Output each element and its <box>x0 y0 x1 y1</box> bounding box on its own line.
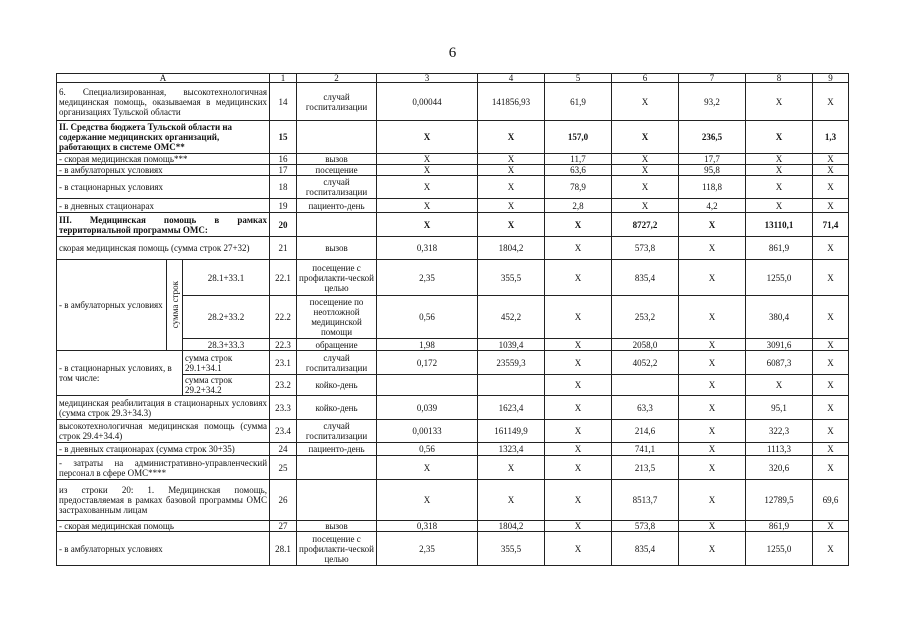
value-cell: 6087,3 <box>746 351 813 375</box>
value-cell: Х <box>377 213 478 237</box>
row-number: 16 <box>270 154 297 165</box>
value-cell: 118,8 <box>679 176 746 199</box>
value-cell: 0,00133 <box>377 420 478 443</box>
value-cell: 236,5 <box>679 121 746 154</box>
row-number: 19 <box>270 199 297 213</box>
table-row <box>57 213 849 237</box>
value-cell: 95,8 <box>679 165 746 176</box>
value-cell: Х <box>813 260 849 296</box>
value-cell: Х <box>612 199 679 213</box>
value-cell: 0,56 <box>377 443 478 456</box>
column-header: 7 <box>679 74 746 83</box>
value-cell: 322,3 <box>746 420 813 443</box>
value-cell: 835,4 <box>612 260 679 296</box>
table-row <box>57 532 849 566</box>
value-cell: 12789,5 <box>746 480 813 521</box>
value-cell: 78,9 <box>545 176 612 199</box>
unit-cell: вызов <box>297 154 377 165</box>
sub-label: сумма строк 29.1+34.1 <box>183 351 270 375</box>
value-cell: 63,6 <box>545 165 612 176</box>
value-cell: Х <box>679 443 746 456</box>
column-header: 2 <box>297 74 377 83</box>
value-cell: Х <box>746 375 813 396</box>
value-cell: 1113,3 <box>746 443 813 456</box>
value-cell: Х <box>478 176 545 199</box>
row-number: 23.4 <box>270 420 297 443</box>
value-cell <box>612 375 679 396</box>
value-cell: 1,3 <box>813 121 849 154</box>
value-cell: Х <box>545 260 612 296</box>
value-cell: Х <box>545 396 612 420</box>
value-cell: Х <box>545 456 612 480</box>
value-cell: 214,6 <box>612 420 679 443</box>
value-cell: 380,4 <box>746 296 813 339</box>
value-cell: Х <box>377 199 478 213</box>
unit-cell <box>297 213 377 237</box>
value-cell: Х <box>612 121 679 154</box>
value-cell: 23559,3 <box>478 351 545 375</box>
vertical-label-cell <box>167 260 183 351</box>
value-cell: Х <box>813 176 849 199</box>
table-row <box>57 237 849 260</box>
value-cell: 253,2 <box>612 296 679 339</box>
value-cell: Х <box>679 375 746 396</box>
value-cell: 141856,93 <box>478 83 545 121</box>
unit-cell: койко-день <box>297 375 377 396</box>
value-cell: 1623,4 <box>478 396 545 420</box>
value-cell <box>377 375 478 396</box>
value-cell: Х <box>679 420 746 443</box>
value-cell: Х <box>377 121 478 154</box>
value-cell: 2,35 <box>377 532 478 566</box>
value-cell: Х <box>813 199 849 213</box>
row-number: 22.1 <box>270 260 297 296</box>
row-label: из строки 20: 1. Медицинская помощь, предоставляемая в рамках базовой программы ОМС застрахованным лицам <box>57 480 270 521</box>
value-cell: 2,35 <box>377 260 478 296</box>
value-cell: Х <box>679 480 746 521</box>
value-cell: 213,5 <box>612 456 679 480</box>
value-cell: Х <box>813 296 849 339</box>
value-cell: Х <box>679 396 746 420</box>
value-cell: Х <box>746 176 813 199</box>
row-label: - затраты на административно-управленческий персонал в сфере ОМС**** <box>57 456 270 480</box>
value-cell: 17,7 <box>679 154 746 165</box>
value-cell: 1323,4 <box>478 443 545 456</box>
row-number: 21 <box>270 237 297 260</box>
table-row <box>57 456 849 480</box>
financing-table <box>56 73 849 566</box>
sub-label: 28.3+33.3 <box>183 339 270 351</box>
row-label: высокотехнологичная медицинская помощь (сумма строк 29.4+34.4) <box>57 420 270 443</box>
value-cell: Х <box>813 420 849 443</box>
row-label: - в амбулаторных условиях <box>57 532 270 566</box>
value-cell: 452,2 <box>478 296 545 339</box>
value-cell: 1255,0 <box>746 532 813 566</box>
value-cell: Х <box>612 176 679 199</box>
table-header-row <box>57 74 849 83</box>
table-row <box>57 443 849 456</box>
row-number: 17 <box>270 165 297 176</box>
value-cell: Х <box>545 296 612 339</box>
unit-cell: посещение с профилакти-ческой целью <box>297 532 377 566</box>
value-cell: Х <box>813 456 849 480</box>
value-cell: 861,9 <box>746 237 813 260</box>
column-header: 9 <box>813 74 849 83</box>
value-cell: 3091,6 <box>746 339 813 351</box>
value-cell: Х <box>478 154 545 165</box>
row-label: - в дневных стационарах <box>57 199 270 213</box>
value-cell: Х <box>545 351 612 375</box>
value-cell: Х <box>746 154 813 165</box>
value-cell: Х <box>813 532 849 566</box>
value-cell: Х <box>545 443 612 456</box>
value-cell: Х <box>813 351 849 375</box>
row-number: 23.3 <box>270 396 297 420</box>
value-cell: Х <box>545 532 612 566</box>
value-cell: 61,9 <box>545 83 612 121</box>
column-header: А <box>57 74 270 83</box>
group-label: - в амбулаторных условиях <box>57 260 167 351</box>
page-number: 6 <box>448 45 457 61</box>
value-cell: 1804,2 <box>478 237 545 260</box>
value-cell: Х <box>377 176 478 199</box>
value-cell: 355,5 <box>478 260 545 296</box>
value-cell: 355,5 <box>478 532 545 566</box>
row-number: 27 <box>270 521 297 532</box>
value-cell: 4052,2 <box>612 351 679 375</box>
value-cell: Х <box>679 532 746 566</box>
value-cell: 320,6 <box>746 456 813 480</box>
value-cell: 0,00044 <box>377 83 478 121</box>
value-cell: Х <box>679 260 746 296</box>
value-cell: 8513,7 <box>612 480 679 521</box>
row-number: 25 <box>270 456 297 480</box>
table-row <box>57 521 849 532</box>
value-cell: Х <box>377 480 478 521</box>
value-cell: Х <box>679 237 746 260</box>
unit-cell <box>297 480 377 521</box>
unit-cell: случай госпитализации <box>297 351 377 375</box>
column-header: 4 <box>478 74 545 83</box>
unit-cell: пациенто-день <box>297 443 377 456</box>
value-cell: 741,1 <box>612 443 679 456</box>
value-cell: 1804,2 <box>478 521 545 532</box>
column-header: 1 <box>270 74 297 83</box>
value-cell: Х <box>813 396 849 420</box>
value-cell: Х <box>545 480 612 521</box>
unit-cell: койко-день <box>297 396 377 420</box>
value-cell: 1255,0 <box>746 260 813 296</box>
value-cell: Х <box>746 121 813 154</box>
value-cell: 0,172 <box>377 351 478 375</box>
row-label: скорая медицинская помощь (сумма строк 27+32) <box>57 237 270 260</box>
value-cell: Х <box>545 237 612 260</box>
column-header: 8 <box>746 74 813 83</box>
table-row <box>57 154 849 165</box>
unit-cell: случай госпитализации <box>297 83 377 121</box>
value-cell: Х <box>478 121 545 154</box>
table-row <box>57 480 849 521</box>
value-cell: Х <box>679 351 746 375</box>
row-number: 28.1 <box>270 532 297 566</box>
value-cell: Х <box>478 165 545 176</box>
value-cell: Х <box>679 213 746 237</box>
value-cell <box>478 375 545 396</box>
value-cell: 573,8 <box>612 521 679 532</box>
row-label: - скорая медицинская помощь*** <box>57 154 270 165</box>
value-cell: Х <box>478 213 545 237</box>
table-row <box>57 165 849 176</box>
value-cell: Х <box>545 420 612 443</box>
value-cell: Х <box>679 296 746 339</box>
unit-cell: вызов <box>297 237 377 260</box>
value-cell: Х <box>545 521 612 532</box>
value-cell: Х <box>612 165 679 176</box>
value-cell: Х <box>377 154 478 165</box>
row-number: 20 <box>270 213 297 237</box>
row-label: - в стационарных условиях <box>57 176 270 199</box>
value-cell: 69,6 <box>813 480 849 521</box>
value-cell: 95,1 <box>746 396 813 420</box>
value-cell: 8727,2 <box>612 213 679 237</box>
value-cell: 0,318 <box>377 237 478 260</box>
unit-cell: пациенто-день <box>297 199 377 213</box>
row-number: 23.2 <box>270 375 297 396</box>
row-label: - в амбулаторных условиях <box>57 165 270 176</box>
unit-cell <box>297 456 377 480</box>
unit-cell: вызов <box>297 521 377 532</box>
value-cell: Х <box>612 154 679 165</box>
sub-label: 28.2+33.2 <box>183 296 270 339</box>
value-cell: 157,0 <box>545 121 612 154</box>
unit-cell: случай госпитализации <box>297 176 377 199</box>
value-cell: 2058,0 <box>612 339 679 351</box>
value-cell: Х <box>813 83 849 121</box>
table-row <box>57 176 849 199</box>
table-row <box>57 396 849 420</box>
value-cell: 0,318 <box>377 521 478 532</box>
row-label: медицинская реабилитация в стационарных условиях (сумма строк 29.3+34.3) <box>57 396 270 420</box>
value-cell: Х <box>545 213 612 237</box>
value-cell: Х <box>478 456 545 480</box>
unit-cell <box>297 121 377 154</box>
column-header: 5 <box>545 74 612 83</box>
row-number: 14 <box>270 83 297 121</box>
value-cell: 71,4 <box>813 213 849 237</box>
group-label: - в стационарных условиях, в том числе: <box>57 351 183 396</box>
value-cell: 11,7 <box>545 154 612 165</box>
value-cell: 1,98 <box>377 339 478 351</box>
unit-cell: обращение <box>297 339 377 351</box>
vertical-label: сумма строк <box>169 281 180 329</box>
row-number: 22.2 <box>270 296 297 339</box>
value-cell: 2,8 <box>545 199 612 213</box>
value-cell: Х <box>813 443 849 456</box>
value-cell: 573,8 <box>612 237 679 260</box>
table-row <box>57 199 849 213</box>
value-cell: Х <box>813 165 849 176</box>
table-row <box>57 121 849 154</box>
row-label: II. Средства бюджета Тульской области на содержание медицинских организаций, работающих в системе ОМС** <box>57 121 270 154</box>
column-header: 6 <box>612 74 679 83</box>
value-cell: Х <box>813 339 849 351</box>
table-row <box>57 420 849 443</box>
value-cell: Х <box>612 83 679 121</box>
value-cell: 63,3 <box>612 396 679 420</box>
value-cell: 0,039 <box>377 396 478 420</box>
unit-cell: посещение <box>297 165 377 176</box>
value-cell: Х <box>545 339 612 351</box>
value-cell: Х <box>813 154 849 165</box>
value-cell: 0,56 <box>377 296 478 339</box>
row-label: - скорая медицинская помощь <box>57 521 270 532</box>
row-label: III. Медицинская помощь в рамках территориальной программы ОМС: <box>57 213 270 237</box>
table-row <box>57 260 849 296</box>
sub-label: сумма строк 29.2+34.2 <box>183 375 270 396</box>
value-cell: Х <box>746 165 813 176</box>
row-number: 23.1 <box>270 351 297 375</box>
row-number: 24 <box>270 443 297 456</box>
unit-cell: посещение с профилакти-ческой целью <box>297 260 377 296</box>
table-row <box>57 83 849 121</box>
sub-label: 28.1+33.1 <box>183 260 270 296</box>
row-number: 22.3 <box>270 339 297 351</box>
value-cell: Х <box>377 165 478 176</box>
value-cell: 861,9 <box>746 521 813 532</box>
row-label: - в дневных стационарах (сумма строк 30+35) <box>57 443 270 456</box>
unit-cell: случай госпитализации <box>297 420 377 443</box>
value-cell: Х <box>813 521 849 532</box>
value-cell: Х <box>746 199 813 213</box>
value-cell: 13110,1 <box>746 213 813 237</box>
value-cell: Х <box>679 521 746 532</box>
value-cell: Х <box>478 480 545 521</box>
value-cell: Х <box>813 237 849 260</box>
row-number: 26 <box>270 480 297 521</box>
row-number: 15 <box>270 121 297 154</box>
value-cell: Х <box>478 199 545 213</box>
value-cell: 4,2 <box>679 199 746 213</box>
row-number: 18 <box>270 176 297 199</box>
value-cell: 161149,9 <box>478 420 545 443</box>
row-label: 6. Специализированная, высокотехнологичная медицинская помощь, оказываемая в медицинских организациях Тульской области <box>57 83 270 121</box>
value-cell: 835,4 <box>612 532 679 566</box>
value-cell: Х <box>545 375 612 396</box>
value-cell: 93,2 <box>679 83 746 121</box>
column-header: 3 <box>377 74 478 83</box>
value-cell: Х <box>377 456 478 480</box>
value-cell: Х <box>679 456 746 480</box>
table-row <box>57 351 849 375</box>
value-cell: Х <box>813 375 849 396</box>
value-cell: Х <box>746 83 813 121</box>
value-cell: Х <box>679 339 746 351</box>
value-cell: 1039,4 <box>478 339 545 351</box>
unit-cell: посещение по неотложной медицинской помощи <box>297 296 377 339</box>
